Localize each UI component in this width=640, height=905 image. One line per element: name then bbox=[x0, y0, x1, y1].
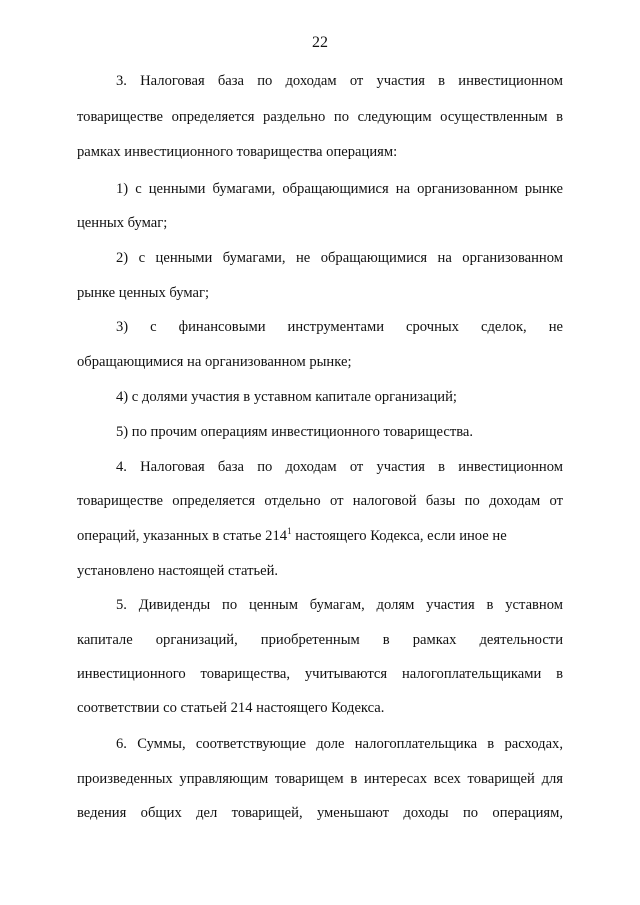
superscript: 1 bbox=[287, 526, 292, 536]
text-line: ведения общих дел товарищей, уменьшают доходы по операциям, bbox=[77, 805, 563, 821]
text-fragment: настоящего Кодекса, если иное не bbox=[291, 528, 507, 544]
text-line: 4. Налоговая база по доходам от участия в инвестиционном bbox=[116, 459, 563, 475]
page-number: 22 bbox=[312, 34, 328, 51]
text-line: 2) с ценными бумагами, не обращающимися на организованном bbox=[116, 250, 563, 266]
text-line: 5. Дивиденды по ценным бумагам, долям участия в уставном bbox=[116, 597, 563, 613]
text-line: 1) с ценными бумагами, обращающимися на организованном рынке bbox=[116, 181, 563, 197]
text-line: ценных бумаг; bbox=[77, 215, 168, 231]
text-line: произведенных управляющим товарищем в интересах всех товарищей для bbox=[77, 771, 563, 787]
text-line: товариществе определяется отдельно от налоговой базы по доходам от bbox=[77, 493, 563, 509]
text-line: 5) по прочим операциям инвестиционного товарищества. bbox=[116, 424, 474, 440]
text-line: обращающимися на организованном рынке; bbox=[77, 354, 352, 370]
text-line: 3. Налоговая база по доходам от участия в инвестиционном bbox=[116, 73, 563, 89]
text-fragment: операций, указанных в статье 214 bbox=[77, 528, 288, 544]
text-line: соответствии со статьей 214 настоящего Кодекса. bbox=[77, 700, 385, 716]
text-line: 4) с долями участия в уставном капитале организаций; bbox=[116, 389, 457, 405]
text-line: рамках инвестиционного товарищества операциям: bbox=[77, 144, 398, 160]
text-line: капитале организаций, приобретенным в рамках деятельности bbox=[77, 632, 563, 648]
text-line bbox=[77, 527, 563, 545]
text-line: рынке ценных бумаг; bbox=[77, 285, 210, 301]
text-line: установлено настоящей статьей. bbox=[77, 563, 279, 579]
text-line: инвестиционного товарищества, учитываются налогоплательщиками в bbox=[77, 666, 563, 682]
text-line: 3) с финансовыми инструментами срочных сделок, не bbox=[116, 319, 563, 335]
text-line: 6. Суммы, соответствующие доле налогоплательщика в расходах, bbox=[116, 736, 563, 752]
text-line: товариществе определяется раздельно по следующим осуществленным в bbox=[77, 109, 563, 125]
